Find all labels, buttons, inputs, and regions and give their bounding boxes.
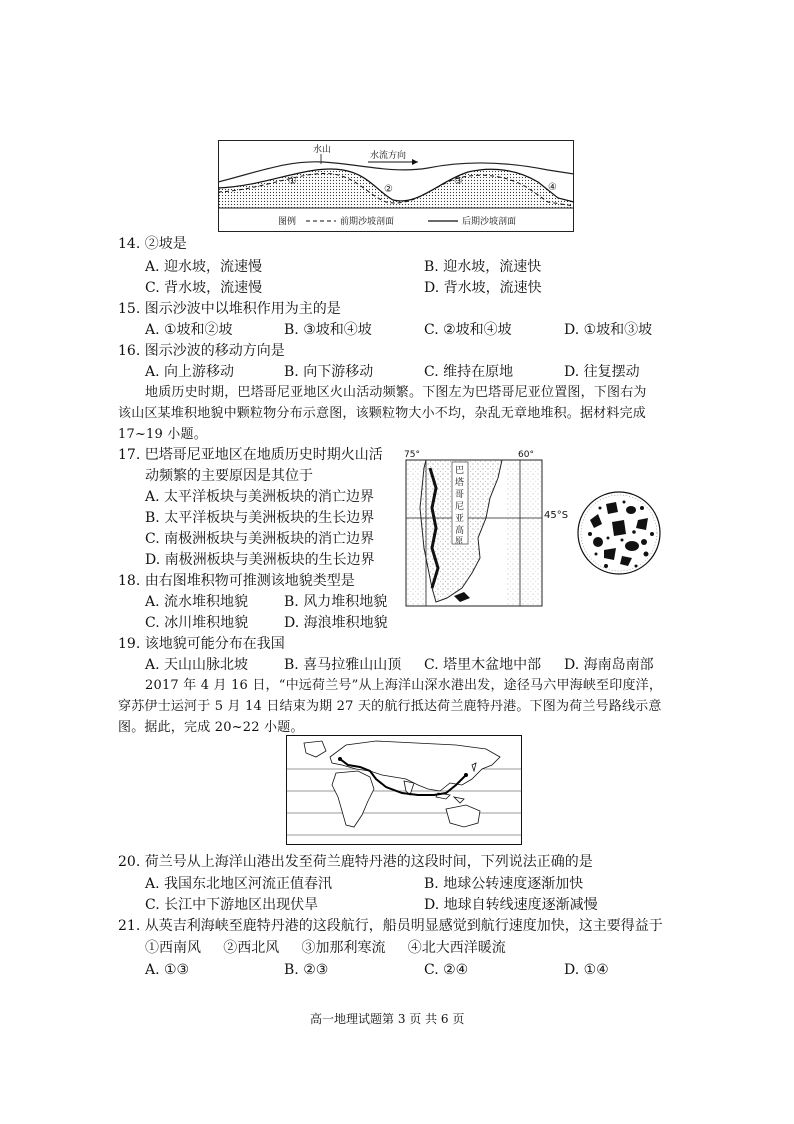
page-footer: 高一地理试题第 3 页 共 6 页 <box>310 1012 465 1026</box>
region-char-7: 原 <box>455 536 463 545</box>
slope-2-label: ② <box>384 184 393 195</box>
q18-stem: 18. 由右图堆积物可推测该地貌类型是 <box>118 573 355 589</box>
q18-option-c[interactable]: C. 冰川堆积地貌 <box>145 615 249 631</box>
slope-1-label: ① <box>288 176 297 187</box>
q20-option-a[interactable]: A. 我国东北地区河流正值春汛 <box>145 876 333 892</box>
q21-stem: 21. 从英吉利海峡至鹿特丹港的这段航行，船员明显感觉到航行速度加快，这主要得益于 <box>118 918 663 934</box>
q16-option-d[interactable]: D. 往复摆动 <box>564 364 640 380</box>
intro-17-19-line2: 该山区某堆积地貌中颗粒物分布示意图，该颗粒物大小不均，杂乱无章地堆积。据材料完成 <box>118 406 647 421</box>
intro-20-22-line3: 图。据此，完成 20~22 小题。 <box>118 720 304 735</box>
region-char-2: 塔 <box>455 478 465 488</box>
q18-option-d[interactable]: D. 海浪堆积地貌 <box>284 615 388 631</box>
q19-option-c[interactable]: C. 塔里木盆地中部 <box>424 657 542 673</box>
q19-option-a[interactable]: A. 天山山脉北坡 <box>145 657 249 673</box>
q20-stem: 20. 荷兰号从上海洋山港出发至荷兰鹿特丹港的这段时间，下列说法正确的是 <box>118 854 593 870</box>
intro-20-22-line1: 2017 年 4 月 16 日，“中远荷兰号”从上海洋山深水港出发，途径马六甲海峡至印度洋， <box>145 678 663 693</box>
intro-20-22-line2: 穿苏伊士运河于 5 月 14 日结束为期 27 天的航行抵达荷兰鹿特丹港。下图为荷兰号路线示意 <box>118 699 662 714</box>
sand-wave-diagram <box>218 140 574 232</box>
q19-option-b[interactable]: B. 喜马拉雅山山顶 <box>284 657 402 673</box>
label-flow-top: 水山 <box>313 145 332 155</box>
q21-statements: ①西南风 ②西北风 ③加那利寒流 ④北大西洋暖流 <box>145 940 506 956</box>
region-char-6: 高 <box>455 526 465 536</box>
q16-option-b[interactable]: B. 向下游移动 <box>284 364 374 380</box>
q17-option-c[interactable]: C. 南极洲板块与美洲板块的消亡边界 <box>145 531 375 547</box>
q15-stem: 15. 图示沙波中以堆积作用为主的是 <box>118 301 341 317</box>
q21-option-d[interactable]: D. ①④ <box>564 962 609 978</box>
intro-17-19-line3: 17~19 小题。 <box>118 427 207 442</box>
legend-front: 前期沙坡剖面 <box>340 217 395 227</box>
q17-option-a[interactable]: A. 太平洋板块与美洲板块的消亡边界 <box>145 489 375 505</box>
region-char-1: 巴 <box>455 466 465 476</box>
q17-option-b[interactable]: B. 太平洋板块与美洲板块的生长边界 <box>145 510 375 526</box>
q15-option-d[interactable]: D. ①坡和③坡 <box>564 322 653 338</box>
q17-stem-line1: 17. 巴塔哥尼亚地区在地质历史时期火山活 <box>118 447 383 463</box>
q18-option-a[interactable]: A. 流水堆积地貌 <box>145 594 249 610</box>
q17-stem-line2: 动频繁的主要原因是其位于 <box>145 468 313 484</box>
q15-option-b[interactable]: B. ③坡和④坡 <box>284 322 372 338</box>
q14-option-d[interactable]: D. 背水坡，流速快 <box>424 280 542 296</box>
q15-option-a[interactable]: A. ①坡和②坡 <box>145 322 233 338</box>
q20-option-c[interactable]: C. 长江中下游地区出现伏旱 <box>145 897 319 913</box>
q15-option-c[interactable]: C. ②坡和④坡 <box>424 322 512 338</box>
intro-17-19-line1: 地质历史时期，巴塔哥尼亚地区火山活动频繁。下图左为巴塔哥尼亚位置图，下图右为 <box>145 385 647 400</box>
patagonia-map <box>402 448 546 608</box>
q16-option-a[interactable]: A. 向上游移动 <box>145 364 235 380</box>
q14-stem: 14. ②坡是 <box>118 236 187 252</box>
q19-option-d[interactable]: D. 海南岛南部 <box>564 657 654 673</box>
q14-option-b[interactable]: B. 迎水坡，流速快 <box>424 259 542 275</box>
q14-option-a[interactable]: A. 迎水坡，流速慢 <box>145 259 263 275</box>
region-char-3: 哥 <box>455 490 465 500</box>
lon-75-label: 75° <box>404 450 420 460</box>
q21-option-a[interactable]: A. ①③ <box>145 962 190 978</box>
lat-45s-label: 45°S <box>544 510 569 521</box>
q21-option-b[interactable]: B. ②③ <box>284 962 329 978</box>
particle-distribution-diagram <box>576 490 662 576</box>
region-char-5: 亚 <box>455 514 465 524</box>
label-flow-direction: 水流方向 <box>370 151 407 161</box>
region-char-4: 尼 <box>455 502 465 512</box>
route-world-map <box>286 735 522 845</box>
q20-option-d[interactable]: D. 地球自转线速度逐渐减慢 <box>424 897 598 913</box>
q20-option-b[interactable]: B. 地球公转速度逐渐加快 <box>424 876 584 892</box>
slope-3-label: ③ <box>454 176 463 187</box>
q16-option-c[interactable]: C. 维持在原地 <box>424 364 514 380</box>
q16-stem: 16. 图示沙波的移动方向是 <box>118 343 285 359</box>
legend-title: 图例 <box>278 217 297 227</box>
q14-option-c[interactable]: C. 背水坡，流速慢 <box>145 280 263 296</box>
q17-option-d[interactable]: D. 南极洲板块与美洲板块的生长边界 <box>145 552 375 568</box>
slope-4-label: ④ <box>548 182 557 193</box>
legend-back: 后期沙坡剖面 <box>462 217 517 227</box>
q21-option-c[interactable]: C. ②④ <box>424 962 469 978</box>
lon-60-label: 60° <box>518 450 534 460</box>
q19-stem: 19. 该地貌可能分布在我国 <box>118 636 285 652</box>
q18-option-b[interactable]: B. 风力堆积地貌 <box>284 594 388 610</box>
